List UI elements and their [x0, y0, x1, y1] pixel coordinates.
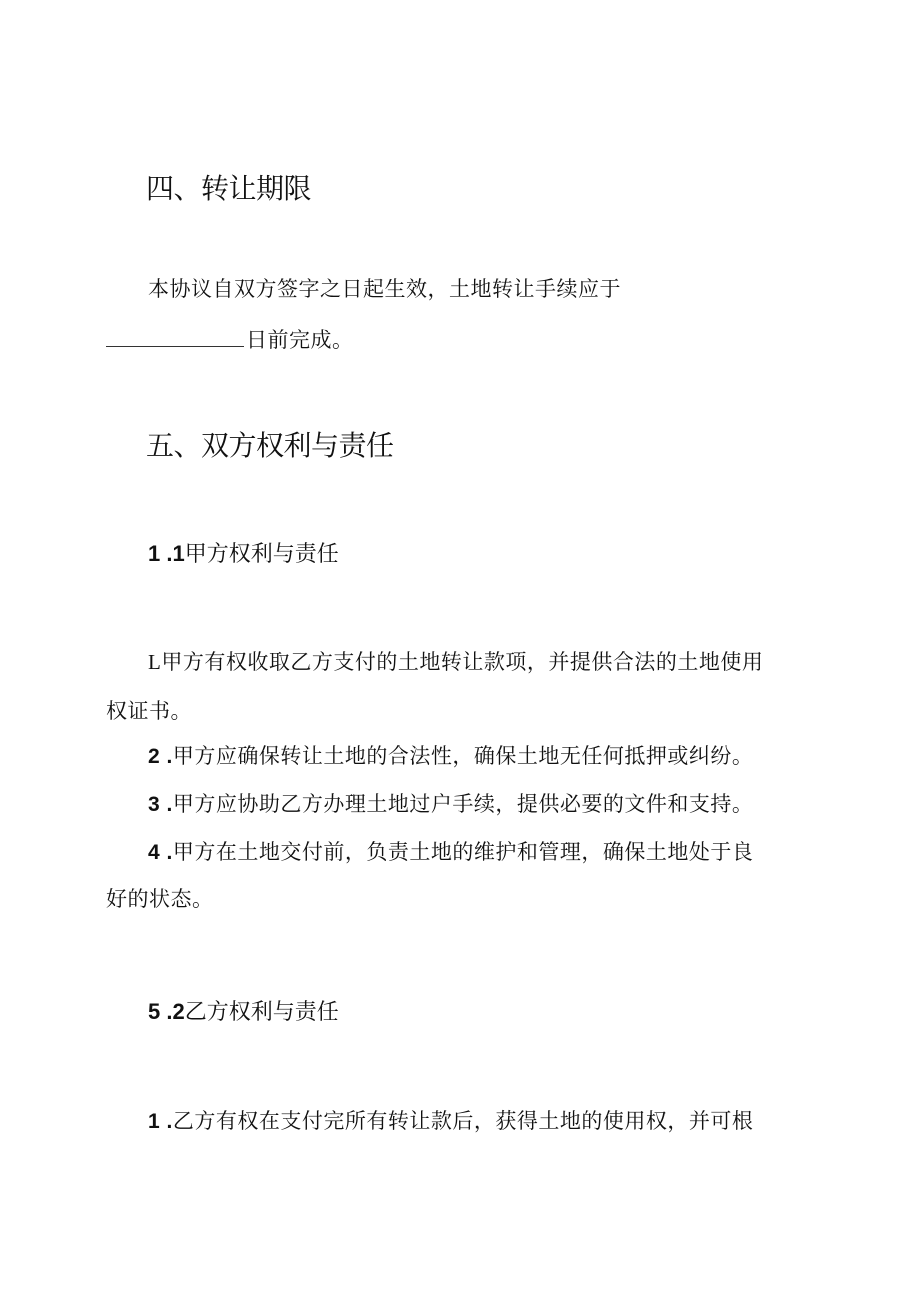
party-a-item-4-text: 甲方在土地交付前，负责土地的维护和管理，确保土地处于良: [172, 840, 754, 864]
party-b-item-1-text: 乙方有权在支付完所有转让款后，获得土地的使用权，并可根: [172, 1109, 754, 1133]
party-a-item-1-text: 甲方有权收取乙方支付的土地转让款项，并提供合法的土地使用: [161, 650, 764, 674]
section-4-text-line-1: 本协议自双方签字之日起生效，土地转让手续应于: [148, 277, 621, 301]
subsection-1-heading: [148, 543, 339, 566]
party-a-item-4-number: 4 .: [148, 841, 173, 864]
subsection-2-number: 5 .2: [148, 999, 185, 1024]
party-b-item-1: [148, 1111, 753, 1132]
party-b-item-1-number: 1 .: [148, 1110, 173, 1133]
party-a-item-1-number: L: [148, 650, 162, 674]
party-a-item-4-line-2: 好的状态。: [106, 887, 214, 911]
section-4-heading: 四、转让期限: [146, 172, 312, 205]
section-4-text-line-2: [106, 328, 354, 351]
subsection-2-heading: [148, 1001, 339, 1024]
section-5-heading: 五、双方权利与责任: [146, 429, 394, 462]
subsection-1-number: 1 .1: [148, 541, 185, 566]
party-a-item-3: [148, 794, 753, 815]
date-blank: [106, 328, 244, 347]
party-a-item-3-text: 甲方应协助乙方办理土地过户手续，提供必要的文件和支持。: [172, 792, 754, 816]
section-4-text-line-2-text: 日前完成。: [246, 328, 354, 352]
party-a-item-3-number: 3 .: [148, 793, 173, 816]
party-a-item-1-line-2: 权证书。: [106, 699, 192, 723]
subsection-1-title: 甲方权利与责任: [184, 542, 339, 567]
party-a-item-2-number: 2 .: [148, 745, 173, 768]
party-a-item-1-line-1: [148, 652, 763, 673]
party-a-item-2: [148, 746, 753, 767]
subsection-2-title: 乙方权利与责任: [184, 1000, 339, 1025]
party-a-item-4-line-1: [148, 842, 753, 863]
party-a-item-2-text: 甲方应确保转让土地的合法性，确保土地无任何抵押或纠纷。: [172, 744, 754, 768]
